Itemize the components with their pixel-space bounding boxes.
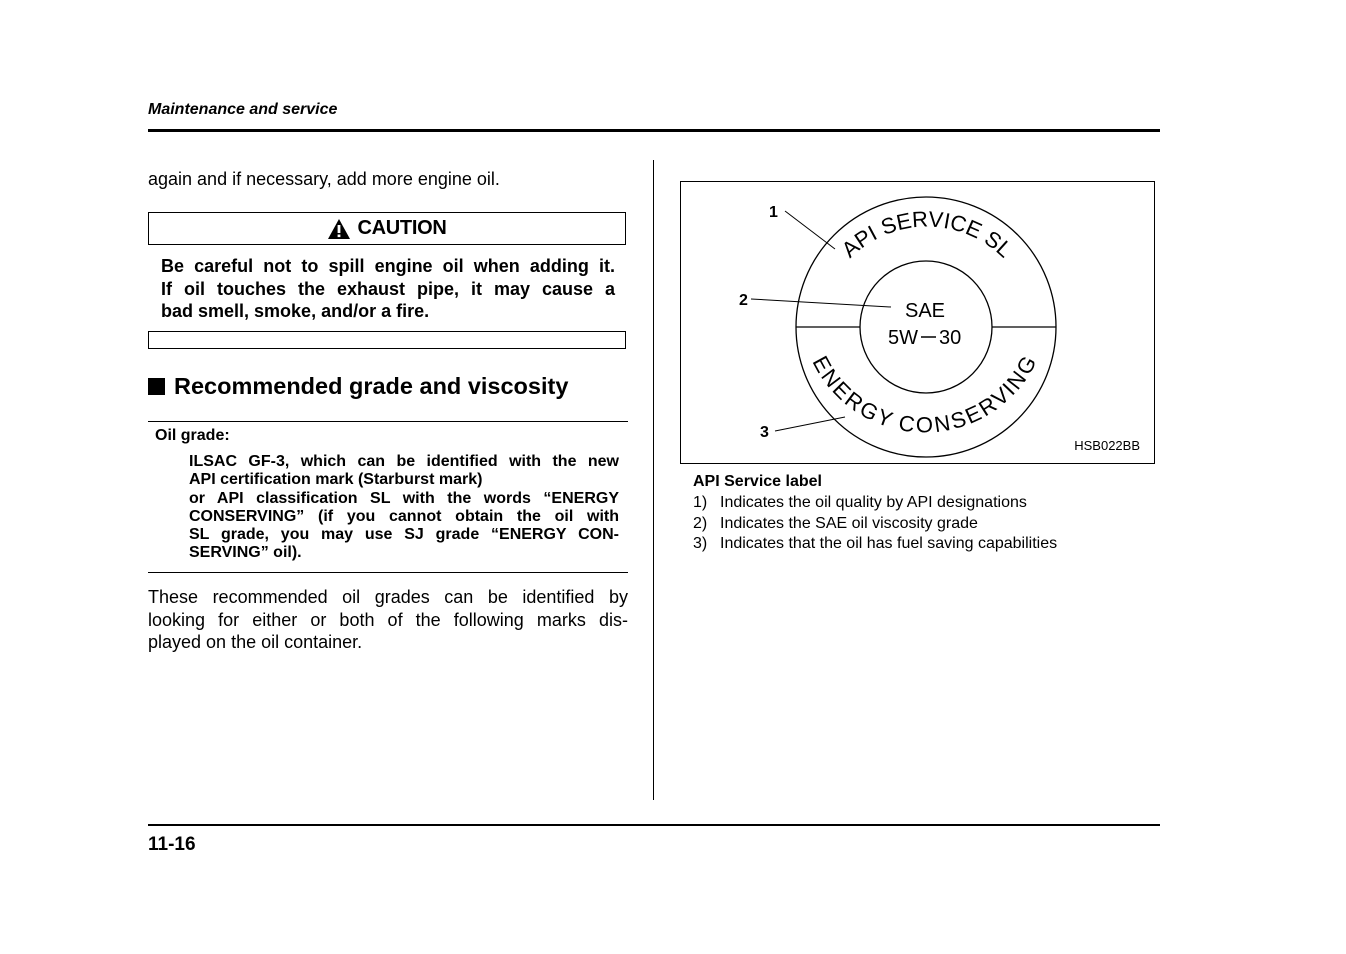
caption-item <box>693 514 1057 535</box>
oil-grade-line: SL grade, you may use SJ grade “ENERGY CON- <box>189 526 619 544</box>
footer-rule <box>148 824 1160 826</box>
caution-end-bar <box>148 331 626 349</box>
oil-grade-line: SERVING” oil). <box>189 544 302 562</box>
section-heading <box>148 373 568 400</box>
divider <box>148 572 628 573</box>
warning-triangle-icon <box>327 218 351 240</box>
oil-grade-description <box>189 453 619 563</box>
caution-header <box>148 212 626 245</box>
caption-item-number: 3) <box>693 535 708 552</box>
running-header: Maintenance and service <box>148 101 338 118</box>
top-arc-text: API SERVICE SL <box>836 206 1018 263</box>
caption-item-number: 1) <box>693 494 708 511</box>
callout-3: 3 <box>760 424 769 441</box>
caption-item-text: Indicates that the oil has fuel saving capabilities <box>720 535 1058 552</box>
column-divider <box>653 160 654 800</box>
bottom-arc-text: ENERGY CONSERVING <box>807 351 1042 438</box>
oil-grade-line: API certification mark (Starburst mark) <box>189 471 483 489</box>
caution-text <box>161 255 615 323</box>
callout-2: 2 <box>739 292 748 309</box>
oil-grade-line: ILSAC GF-3, which can be identified with the new <box>189 453 619 470</box>
caution-line: Be careful not to spill engine oil when adding it. <box>161 256 615 276</box>
body-line: These recommended oil grades can be identified by <box>148 587 628 607</box>
sae-text: SAE <box>904 300 946 322</box>
caption-item-number: 2) <box>693 514 708 532</box>
caption-item <box>693 493 1057 514</box>
page-number: 11-16 <box>148 834 196 855</box>
callout-1: 1 <box>769 204 778 221</box>
caption-title: API Service label <box>693 473 822 490</box>
body-line: looking for either or both of the following marks dis- <box>148 609 628 630</box>
body-line: played on the oil container. <box>148 632 363 653</box>
caution-label: CAUTION <box>357 217 447 239</box>
body-paragraph <box>148 586 628 654</box>
header-rule <box>148 129 1160 132</box>
caption-item <box>693 534 1057 555</box>
caption-list <box>693 493 1057 555</box>
viscosity-grade-right: 30 <box>939 327 962 349</box>
viscosity-grade-left: 5W <box>888 327 918 349</box>
oil-grade-line: CONSERVING” (if you cannot obtain the oil with <box>189 507 619 525</box>
caution-line: If oil touches the exhaust pipe, it may cause a <box>161 278 615 299</box>
api-service-label-figure <box>680 181 1155 464</box>
caution-line: bad smell, smoke, and/or a fire. <box>161 301 430 321</box>
leader-line-3 <box>775 417 845 431</box>
divider <box>148 421 628 422</box>
square-bullet-icon <box>148 378 165 395</box>
oil-grade-line: or API classification SL with the words “ENERGY <box>189 489 619 507</box>
intro-text: again and if necessary, add more engine oil. <box>148 169 500 189</box>
caption-item-text: Indicates the oil quality by API designations <box>720 494 1027 511</box>
caption-item-text: Indicates the SAE oil viscosity grade <box>720 514 978 532</box>
oil-grade-label: Oil grade: <box>155 427 230 444</box>
section-heading-text: Recommended grade and viscosity <box>174 373 569 399</box>
leader-line-2 <box>751 299 891 307</box>
inner-circle <box>860 261 992 393</box>
leader-line-1 <box>785 211 835 249</box>
api-service-symbol <box>681 182 1154 463</box>
figure-code: HSB022BB <box>1074 438 1140 453</box>
